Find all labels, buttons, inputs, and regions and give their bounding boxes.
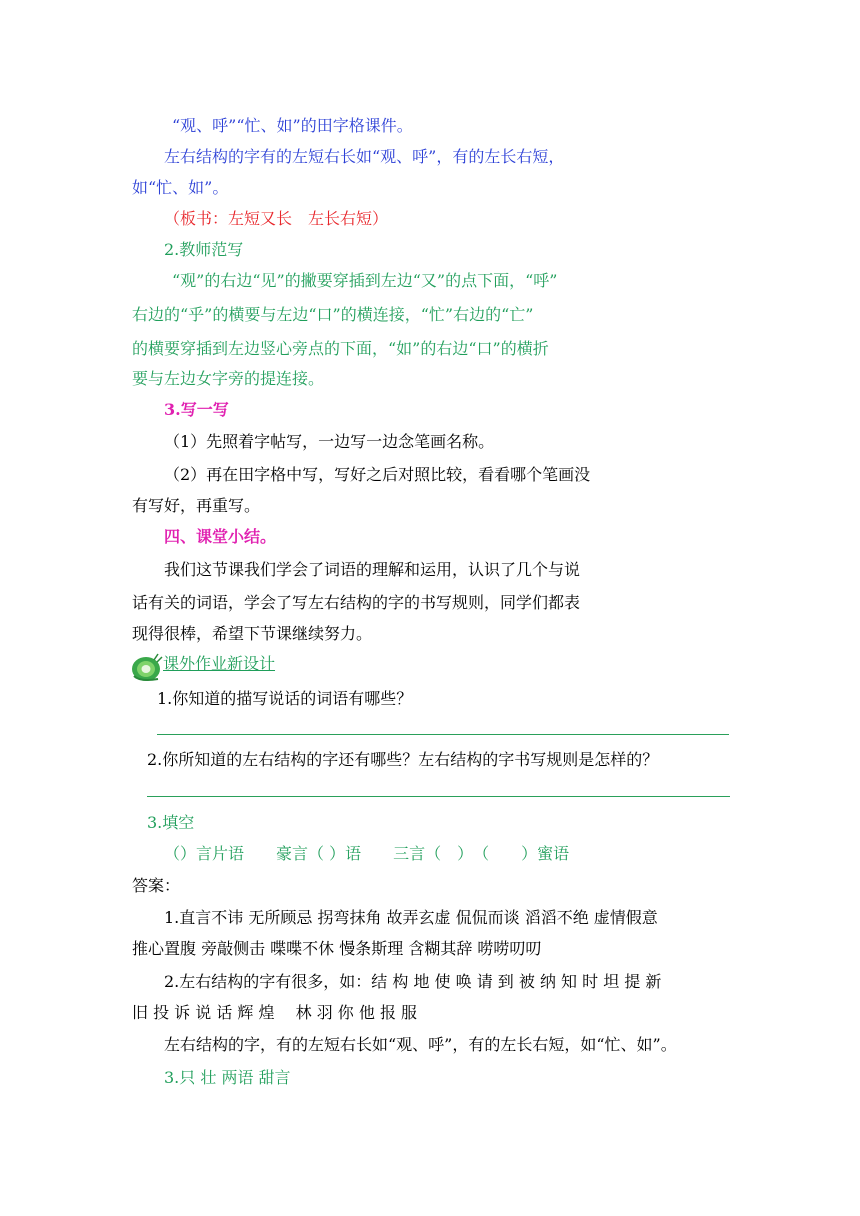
structure-explanation-line1: 左右结构的字有的左短右长如“观、呼”，有的左长右短， (164, 147, 565, 166)
demo-text-line2: 右边的“乎”的横要与左边“口”的横连接，“忙”右边的“亡” (132, 305, 534, 324)
homework-question-3: 3.填空 (147, 813, 195, 832)
demo-text-line1: “观”的右边“见”的撇要穿插到左边“又”的点下面，“呼” (172, 271, 558, 290)
demo-text-line4: 要与左边女字旁的提连接。 (132, 369, 325, 388)
write-step-2-line2: 有写好，再重写。 (132, 496, 261, 515)
answer-1-line1: 1.直言不讳 无所顾忌 拐弯抹角 故弄玄虚 侃侃而谈 滔滔不绝 虚情假意 (164, 908, 658, 927)
courseware-line: “观、呼”“忙、如”的田字格课件。 (172, 116, 413, 135)
homework-question-2: 2.你所知道的左右结构的字还有哪些？左右结构的字书写规则是怎样的？ (147, 750, 659, 769)
answer-2-line2: 旧 投 诉 说 话 辉 煌 林 羽 你 他 报 服 (132, 1003, 418, 1022)
homework-title: 课外作业新设计 (163, 654, 276, 673)
section-summary: 四、课堂小结。 (164, 527, 277, 546)
summary-line2: 话有关的词语，学会了写左右结构的字的书写规则，同学们都表 (132, 593, 581, 612)
write-step-2-line1: （2）再在田字格中写，写好之后对照比较，看看哪个笔画没 (164, 465, 591, 484)
write-step-1: （1）先照着字帖写，一边写一边念笔画名称。 (164, 432, 495, 451)
blackboard-note: （板书：左短又长 左长右短） (164, 209, 389, 228)
snail-icon (130, 652, 164, 682)
demo-text-line3: 的横要穿插到左边竖心旁点的下面，“如”的右边“口”的横折 (132, 339, 549, 358)
fill-blank-items: （）言片语 豪言（ ）语 三言（ ） （ ）蜜语 (164, 844, 570, 863)
summary-line1: 我们这节课我们学会了词语的理解和运用，认识了几个与说 (164, 560, 581, 579)
answer-3: 3.只 壮 两语 甜言 (164, 1068, 291, 1087)
structure-explanation-line2: 如“忙、如”。 (132, 178, 229, 197)
answer-2-line3: 左右结构的字，有的左短右长如“观、呼”，有的左长右短，如“忙、如”。 (164, 1035, 677, 1054)
answer-line-2 (147, 796, 730, 797)
section-write: 3.写一写 (164, 400, 229, 419)
section-teacher-demo: 2.教师范写 (164, 240, 244, 259)
answer-1-line2: 推心置腹 旁敲侧击 喋喋不休 慢条斯理 含糊其辞 唠唠叨叨 (132, 939, 542, 958)
summary-line3: 现得很棒，希望下节课继续努力。 (132, 624, 373, 643)
answer-line-1 (157, 734, 729, 735)
homework-question-1: 1.你知道的描写说话的词语有哪些？ (157, 689, 413, 708)
answer-2-line1: 2.左右结构的字有很多，如：结 构 地 使 唤 请 到 被 纳 知 时 坦 提 新 (164, 972, 662, 991)
answers-heading: 答案： (132, 876, 181, 895)
